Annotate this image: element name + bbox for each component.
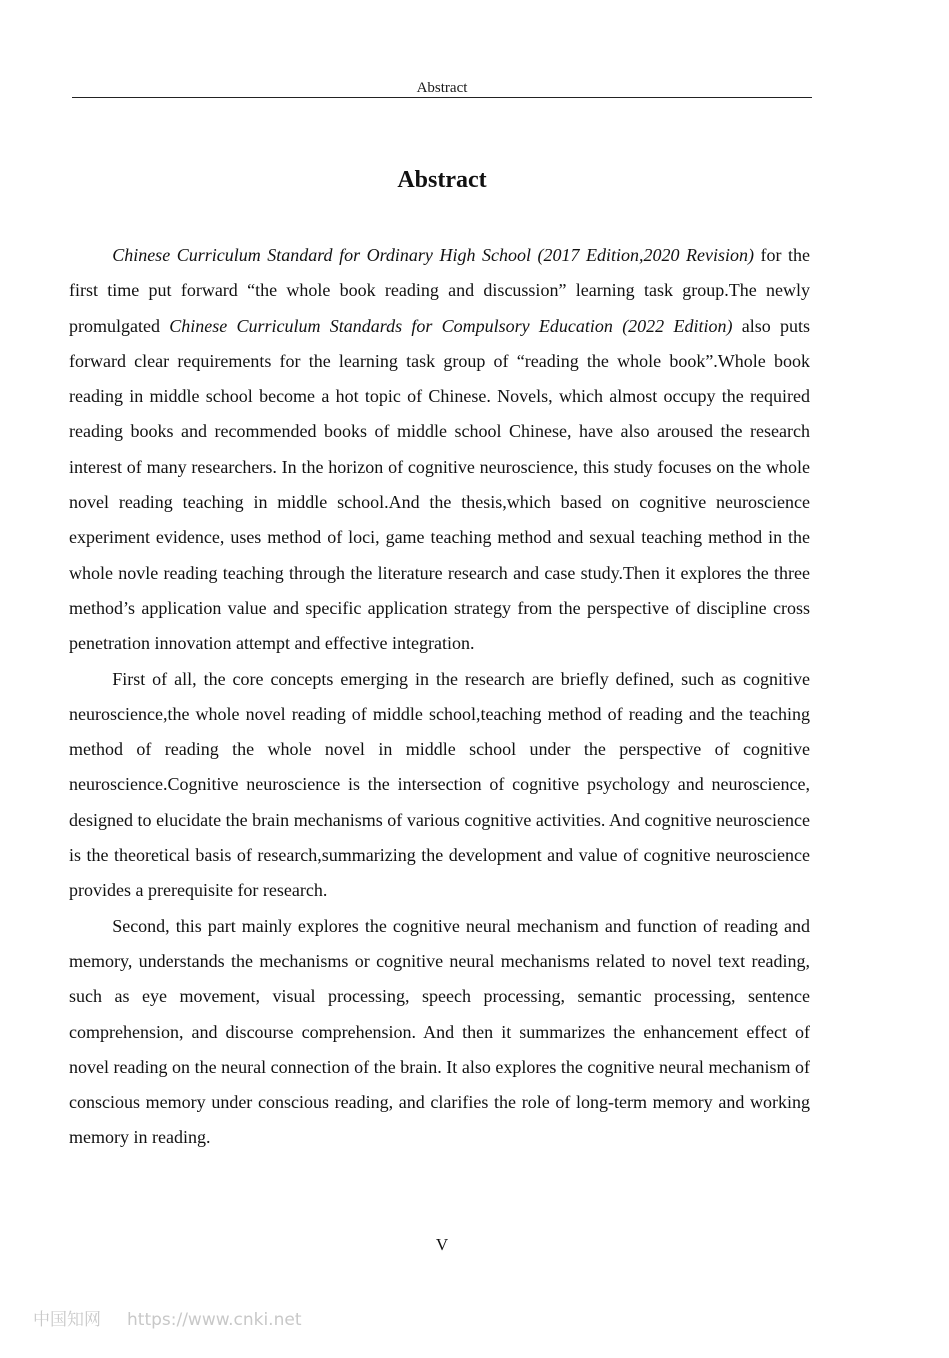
paragraph-1 bbox=[69, 238, 810, 662]
paragraph-3 bbox=[69, 909, 810, 1156]
header-rule bbox=[72, 97, 812, 98]
paragraph-1-segment: for the first time put forward “the whole book reading and discussion” learning task group.The newly promulgated bbox=[69, 245, 810, 336]
paragraph-1-segment: Chinese Curriculum Standards for Compulsory Education (2022 Edition) bbox=[169, 315, 733, 336]
paragraph-3-segment: Second, this part mainly explores the cognitive neural mechanism and function of reading and memory, understands the mechanisms or cognitive neural mechanisms related to novel text reading, such as eye movement, visual processing, speech processing, semantic processing, sentence comprehension, and discourse comprehension. And then it summarizes the enhancement effect of novel reading on the neural connection of the brain. It also explores the cognitive neural mechanism of conscious memory under conscious reading, and clarifies the role of long-term memory and working memory in reading. bbox=[69, 915, 810, 1148]
paragraph-2-segment: First of all, the core concepts emerging in the research are briefly defined, such as cognitive neuroscience,the whole novel reading of middle school,teaching method of reading and the teaching method of reading the whole novel in middle school under the perspective of cognitive neuroscience.Cognitive neuroscience is the intersection of cognitive psychology and neuroscience, designed to elucidate the brain mechanisms of various cognitive activities. And cognitive neuroscience is the theoretical basis of research,summarizing the development and value of cognitive neuroscience provides a prerequisite for research. bbox=[69, 668, 810, 901]
running-header: Abstract bbox=[416, 80, 468, 96]
paragraph-1-segment: Chinese Curriculum Standard for Ordinary High School (2017 Edition,2020 Revision) bbox=[112, 245, 754, 265]
abstract-body bbox=[69, 238, 810, 1156]
page-number: V bbox=[435, 1235, 449, 1254]
paragraph-2 bbox=[69, 662, 810, 909]
cnki-watermark bbox=[33, 1308, 301, 1332]
page-title: Abstract bbox=[397, 167, 487, 193]
paragraph-1-segment: also puts forward clear requirements for the learning task group of “reading the whole book”.Whole book reading in middle school become a hot topic of Chinese. Novels, which almost occupy the required reading books and recommended books of middle school Chinese, have also aroused the research interest of many researchers. In the horizon of cognitive neuroscience, this study focuses on the whole novel reading teaching in middle school.And the thesis,which based on cognitive neuroscience experiment evidence, uses method of loci, game teaching method and sexual teaching method in the whole novle reading teaching through the literature research and case study.Then it explores the three method’s application value and specific application strategy from the perspective of discipline cross penetration innovation attempt and effective integration. bbox=[69, 315, 810, 654]
watermark-brand: 中国知网 bbox=[33, 1310, 101, 1330]
watermark-url: https://www.cnki.net bbox=[127, 1310, 302, 1330]
